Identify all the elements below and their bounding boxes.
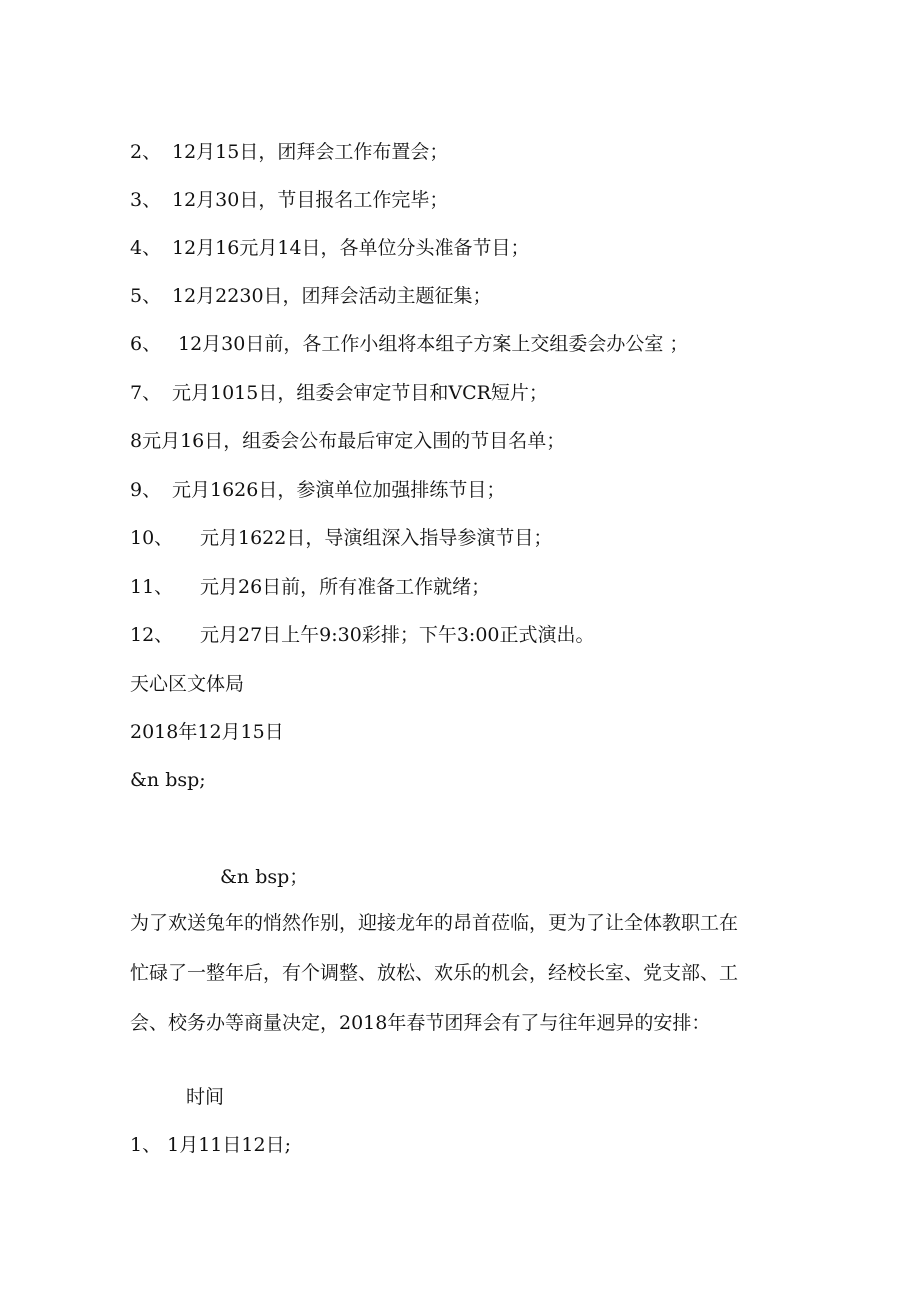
schedule-item-6 bbox=[130, 332, 688, 356]
schedule-item-10 bbox=[130, 526, 552, 550]
item-number: 5、 bbox=[130, 285, 162, 307]
schedule-item-9 bbox=[130, 478, 505, 502]
item-number: 11、 bbox=[130, 576, 174, 598]
schedule-item-8 bbox=[130, 429, 565, 453]
item-number: 7、 bbox=[130, 382, 162, 404]
item-text: 12月16元月14日，各单位分头准备节目； bbox=[172, 237, 530, 259]
item-text: 12月30日，节目报名工作完毕； bbox=[172, 189, 449, 211]
intro-paragraph: 为了欢送兔年的悄然作别，迎接龙年的昂首莅临，更为了让全体教职工在忙碌了一整年后，有个调整、放松、欢乐的机会，经校长室、党支部、工会、校务办等商量决定，2018年春节团拜会有了与往年迥异的安排： bbox=[130, 912, 739, 1034]
nbsp-artifact-2: &n bsp； bbox=[220, 866, 309, 888]
item-number: 3、 bbox=[130, 189, 162, 211]
schedule-item-2 bbox=[130, 140, 448, 164]
item-text: 元月1626日，参演单位加强排练节目； bbox=[172, 479, 506, 501]
item-number: 4、 bbox=[130, 237, 162, 259]
schedule-item-3 bbox=[130, 188, 448, 212]
schedule-item-7 bbox=[130, 381, 548, 405]
signature-date: 2018年12月15日 bbox=[130, 721, 284, 743]
item-text: 8元月16日，组委会公布最后审定入围的节目名单； bbox=[130, 430, 566, 452]
schedule-item-4 bbox=[130, 236, 530, 260]
time-heading: 时间 bbox=[186, 1086, 225, 1108]
item-number: 12、 bbox=[130, 624, 174, 646]
nbsp-artifact-1: &n bsp; bbox=[130, 769, 206, 791]
schedule-item-11 bbox=[130, 575, 490, 599]
item-text: 12月2230日，团拜会活动主题征集； bbox=[172, 285, 492, 307]
item-number: 2、 bbox=[130, 141, 162, 163]
item-text: 12月15日，团拜会工作布置会； bbox=[172, 141, 449, 163]
item-number: 9、 bbox=[130, 479, 162, 501]
item-text: 元月27日上午9:30彩排；下午3:00正式演出。 bbox=[200, 624, 595, 646]
schedule-item-12 bbox=[130, 623, 595, 647]
item-text: 12月30日前，各工作小组将本组子方案上交组委会办公室 ； bbox=[178, 333, 689, 355]
item-number: 6、 bbox=[130, 333, 162, 355]
item-number: 10、 bbox=[130, 527, 174, 549]
first-schedule-item: 1、 1月11日12日; bbox=[130, 1134, 291, 1156]
item-text: 元月26日前，所有准备工作就绪； bbox=[200, 576, 491, 598]
item-text: 元月1015日，组委会审定节目和VCR短片； bbox=[172, 382, 548, 404]
signature-org: 天心区文体局 bbox=[130, 673, 245, 695]
item-text: 元月1622日，导演组深入指导参演节目； bbox=[200, 527, 553, 549]
schedule-item-5 bbox=[130, 284, 492, 308]
